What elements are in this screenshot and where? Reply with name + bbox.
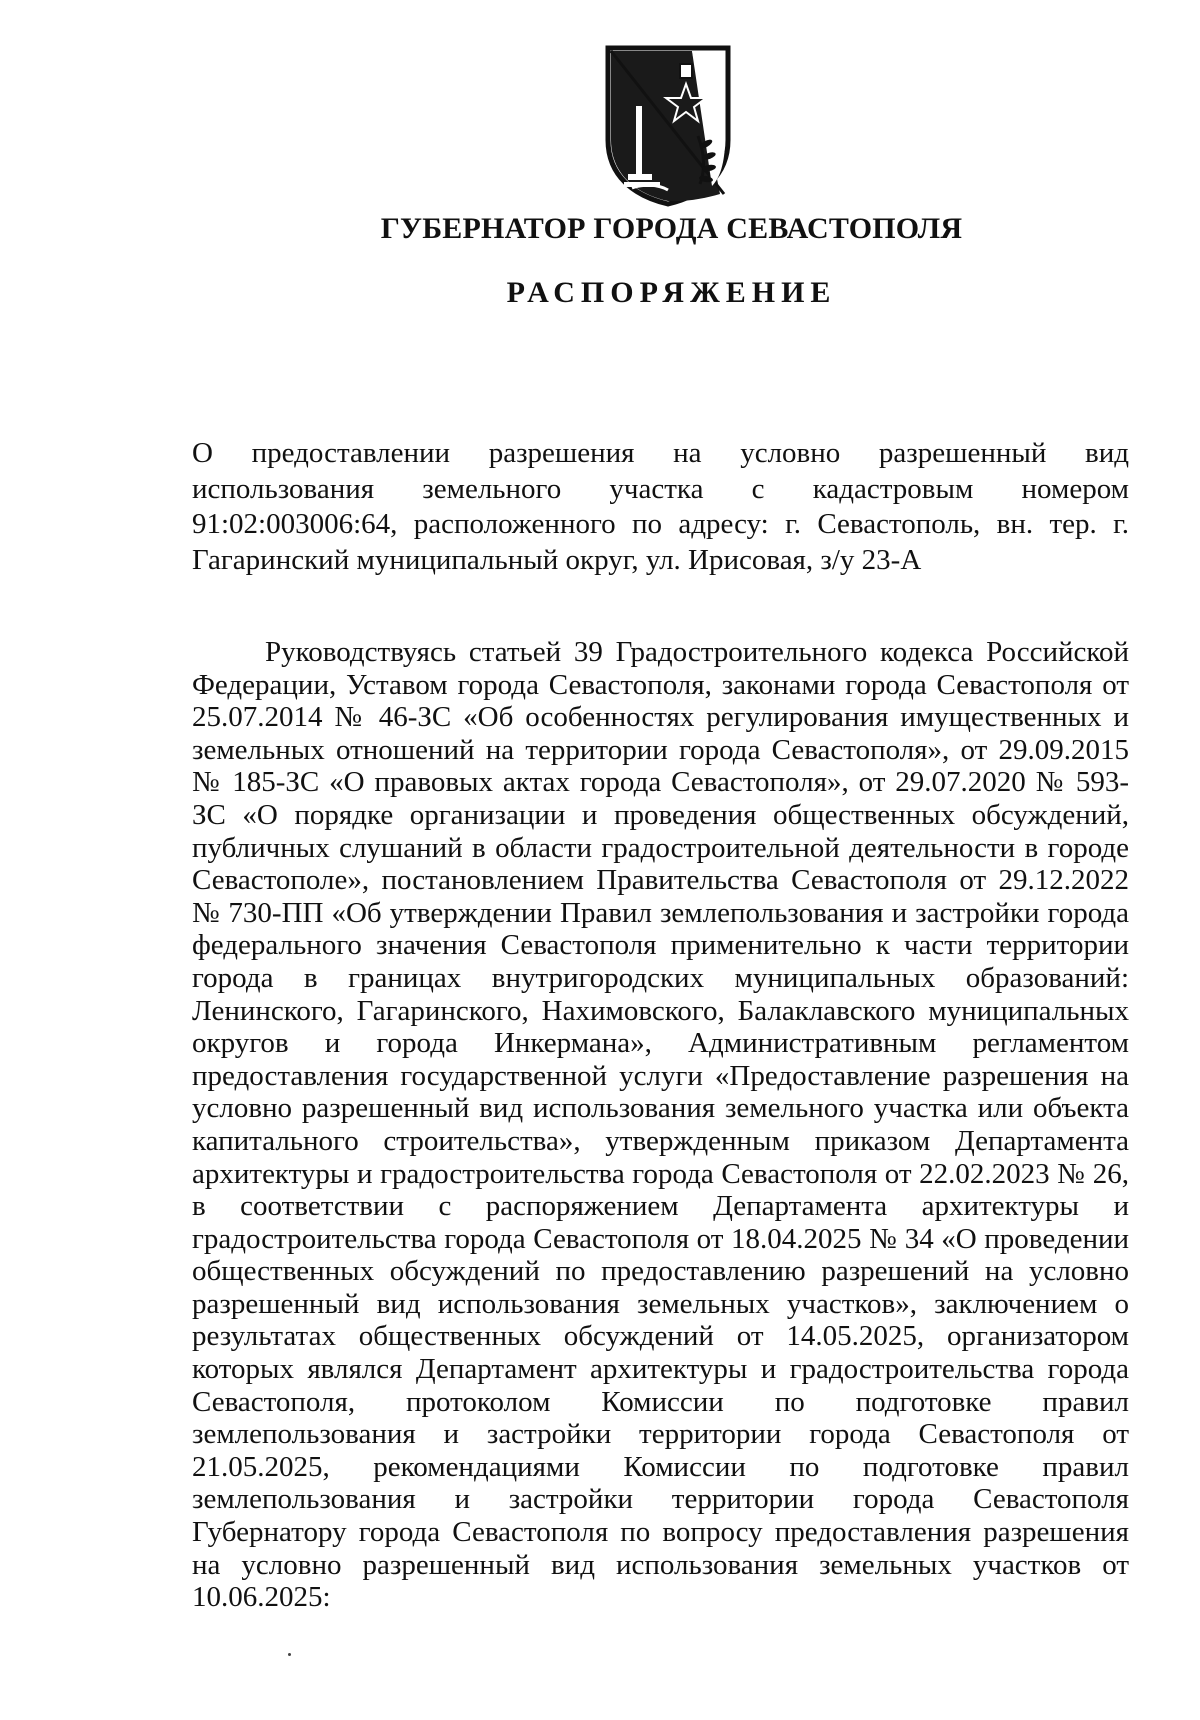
issuer-heading: ГУБЕРНАТОР ГОРОДА СЕВАСТОПОЛЯ bbox=[380, 212, 963, 245]
scan-speck bbox=[288, 1653, 291, 1656]
document-body-paragraph: Руководствуясь статьей 39 Градостроительного кодекса Российской Федерации, Уставом города Севастополя, законами города Севастополя от 25.07.2014 № 46-ЗС «Об особенностях регулирования имущественных и земельных отношений на территории города Севастополя», от 29.09.2015 № 185-ЗС «О правовых актах города Севастополя», от 29.07.2020 № 593-ЗС «О порядке организации и проведения общественных обсуждений, публичных слушаний в области градостроительной деятельности в городе Севастополе», постановлением Правительства Севастополя от 29.12.2022 № 730-ПП «Об утверждении Правил землепользования и застройки города федерального значения Севастополя применительно к части территории города в границах внутригородских муниципальных образований: Ленинского, Гагаринского, Нахимовского, Балаклавского муниципальных округов и города Инкермана», Административным регламентом предоставления государственной услуги «Предоставление разрешения на условно разрешенный вид использования земельного участка или объекта капитального строительства», утвержденным приказом Департамента архитектуры и градостроительства города Севастополя от 22.02.2023 № 26, в соответствии с распоряжением Департамента архитектуры и градостроительства города Севастополя от 18.04.2025 № 34 «О проведении общественных обсуждений по предоставлению разрешений на условно разрешенный вид использования земельных участков», заключением о результатах общественных обсуждений от 14.05.2025, организатором которых являлся Департамент архитектуры и градостроительства города Севастополя, протоколом Комиссии по подготовке правил землепользования и застройки территории города Севастополя от 21.05.2025, рекомендациями Комиссии по подготовке правил землепользования и застройки территории города Севастополя Губернатору города Севастополя по вопросу предоставления разрешения на условно разрешенный вид использования земельных участков от 10.06.2025: bbox=[192, 636, 1129, 1614]
document-type-heading: РАСПОРЯЖЕНИЕ bbox=[506, 276, 837, 309]
sevastopol-coat-of-arms-icon bbox=[602, 44, 734, 208]
document-subject: О предоставлении разрешения на условно разрешенный вид использования земельного участка с кадастровым номером 91:02:003006:64, расположенного по адресу: г. Севастополь, вн. тер. г. Гагаринский муниципальный округ, ул. Ирисовая, з/у 23-А bbox=[192, 437, 1129, 576]
